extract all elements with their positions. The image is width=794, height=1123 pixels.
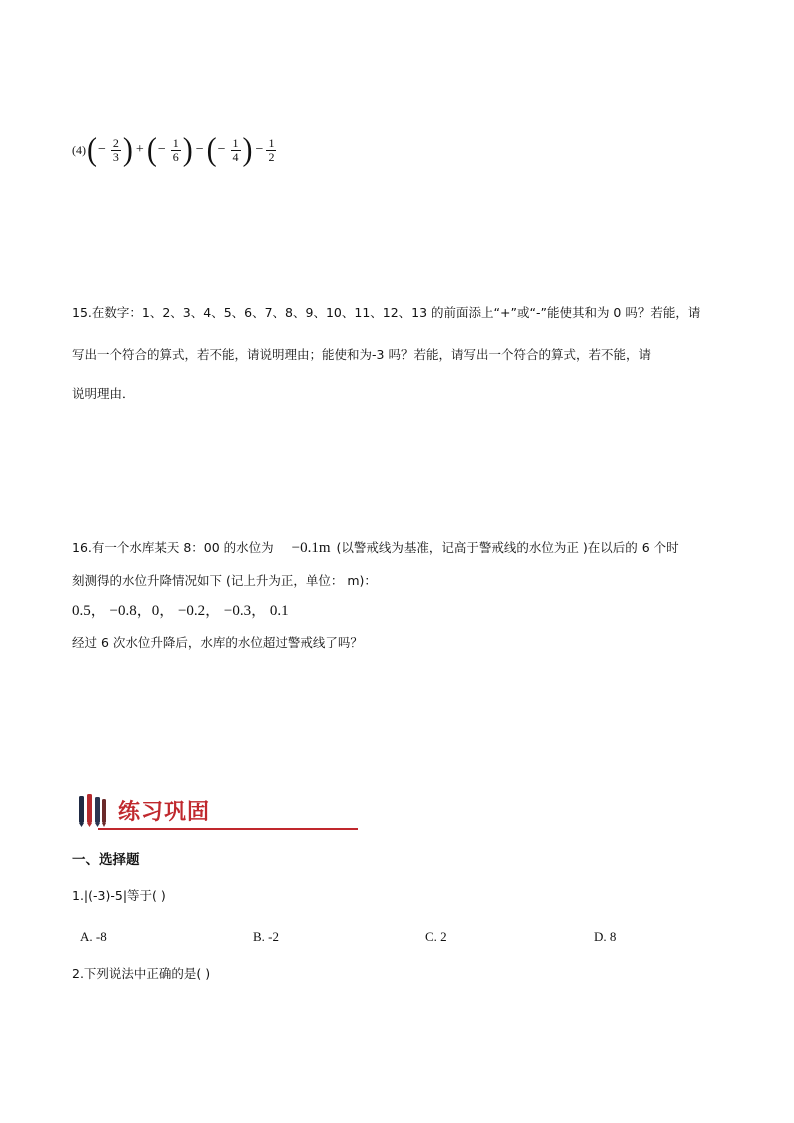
q16-line1-start: 16.有一个水库某天 8：00 的水位为 (72, 540, 274, 555)
pens-icon (78, 793, 108, 831)
q16-line1 (72, 540, 679, 556)
numerator: 1 (232, 135, 239, 150)
minus-sign: − (195, 142, 204, 157)
mc1-option-b: B. -2 (253, 929, 279, 944)
minus-sign: − (157, 142, 166, 157)
minus-sign: − (217, 142, 226, 157)
q16-question: 经过 6 次水位升降后，水库的水位超过警戒线了吗？ (72, 635, 363, 650)
left-paren: ( (146, 131, 157, 168)
section-heading (74, 793, 364, 833)
numerator: 1 (268, 135, 275, 150)
fraction (171, 137, 181, 164)
fraction (231, 137, 241, 164)
plus-sign: + (135, 142, 144, 157)
q16-line2: 刻测得的水位升降情况如下 (记上升为正，单位： m)： (72, 573, 377, 588)
mc1-option-d: D. 8 (594, 929, 617, 944)
fraction (266, 137, 276, 164)
left-paren: ( (87, 131, 97, 168)
right-paren: ) (122, 131, 133, 168)
q16-line1-end: (以警戒线为基准，记高于警戒线的水位为正 )在以后的 6 个时 (336, 540, 679, 555)
minus-sign: − (255, 142, 264, 157)
denominator: 2 (268, 149, 275, 164)
right-paren: ) (242, 131, 253, 168)
denominator: 6 (172, 149, 179, 164)
right-paren: ) (182, 131, 193, 168)
choice-section-title: 一、选择题 (72, 852, 140, 868)
mc1-stem: 1.|(-3)-5|等于( ) (72, 888, 166, 903)
q16-initial-level: −0.1m (291, 540, 331, 556)
q15-line2: 写出一个符合的算式，若不能，请说明理由；能使和为-3 吗？若能，请写出一个符合的算式，若不能，请 (72, 347, 651, 362)
section-divider (98, 828, 358, 830)
fraction (111, 137, 121, 164)
mc1-option-c: C. 2 (425, 929, 447, 944)
denominator: 3 (112, 149, 119, 164)
math-expression (72, 130, 277, 170)
left-paren: ( (206, 131, 217, 168)
minus-sign: − (98, 142, 106, 157)
numerator: 2 (112, 135, 119, 150)
denominator: 4 (232, 149, 239, 164)
section-title: 练习巩固 (118, 800, 211, 825)
q16-values: 0.5， −0.8，0， −0.2， −0.3， 0.1 (72, 603, 289, 619)
mc2-stem: 2.下列说法中正确的是( ) (72, 966, 211, 981)
numerator: 1 (172, 135, 179, 150)
mc1-option-a: A. -8 (80, 929, 107, 944)
q15-line3: 说明理由． (72, 386, 135, 401)
q15-line1: 15.在数字：1、2、3、4、5、6、7、8、9、10、11、12、13 的前面添上“+”或“-”能使其和为 0 吗？若能，请 (72, 305, 701, 320)
part-label: (4) (72, 142, 86, 157)
